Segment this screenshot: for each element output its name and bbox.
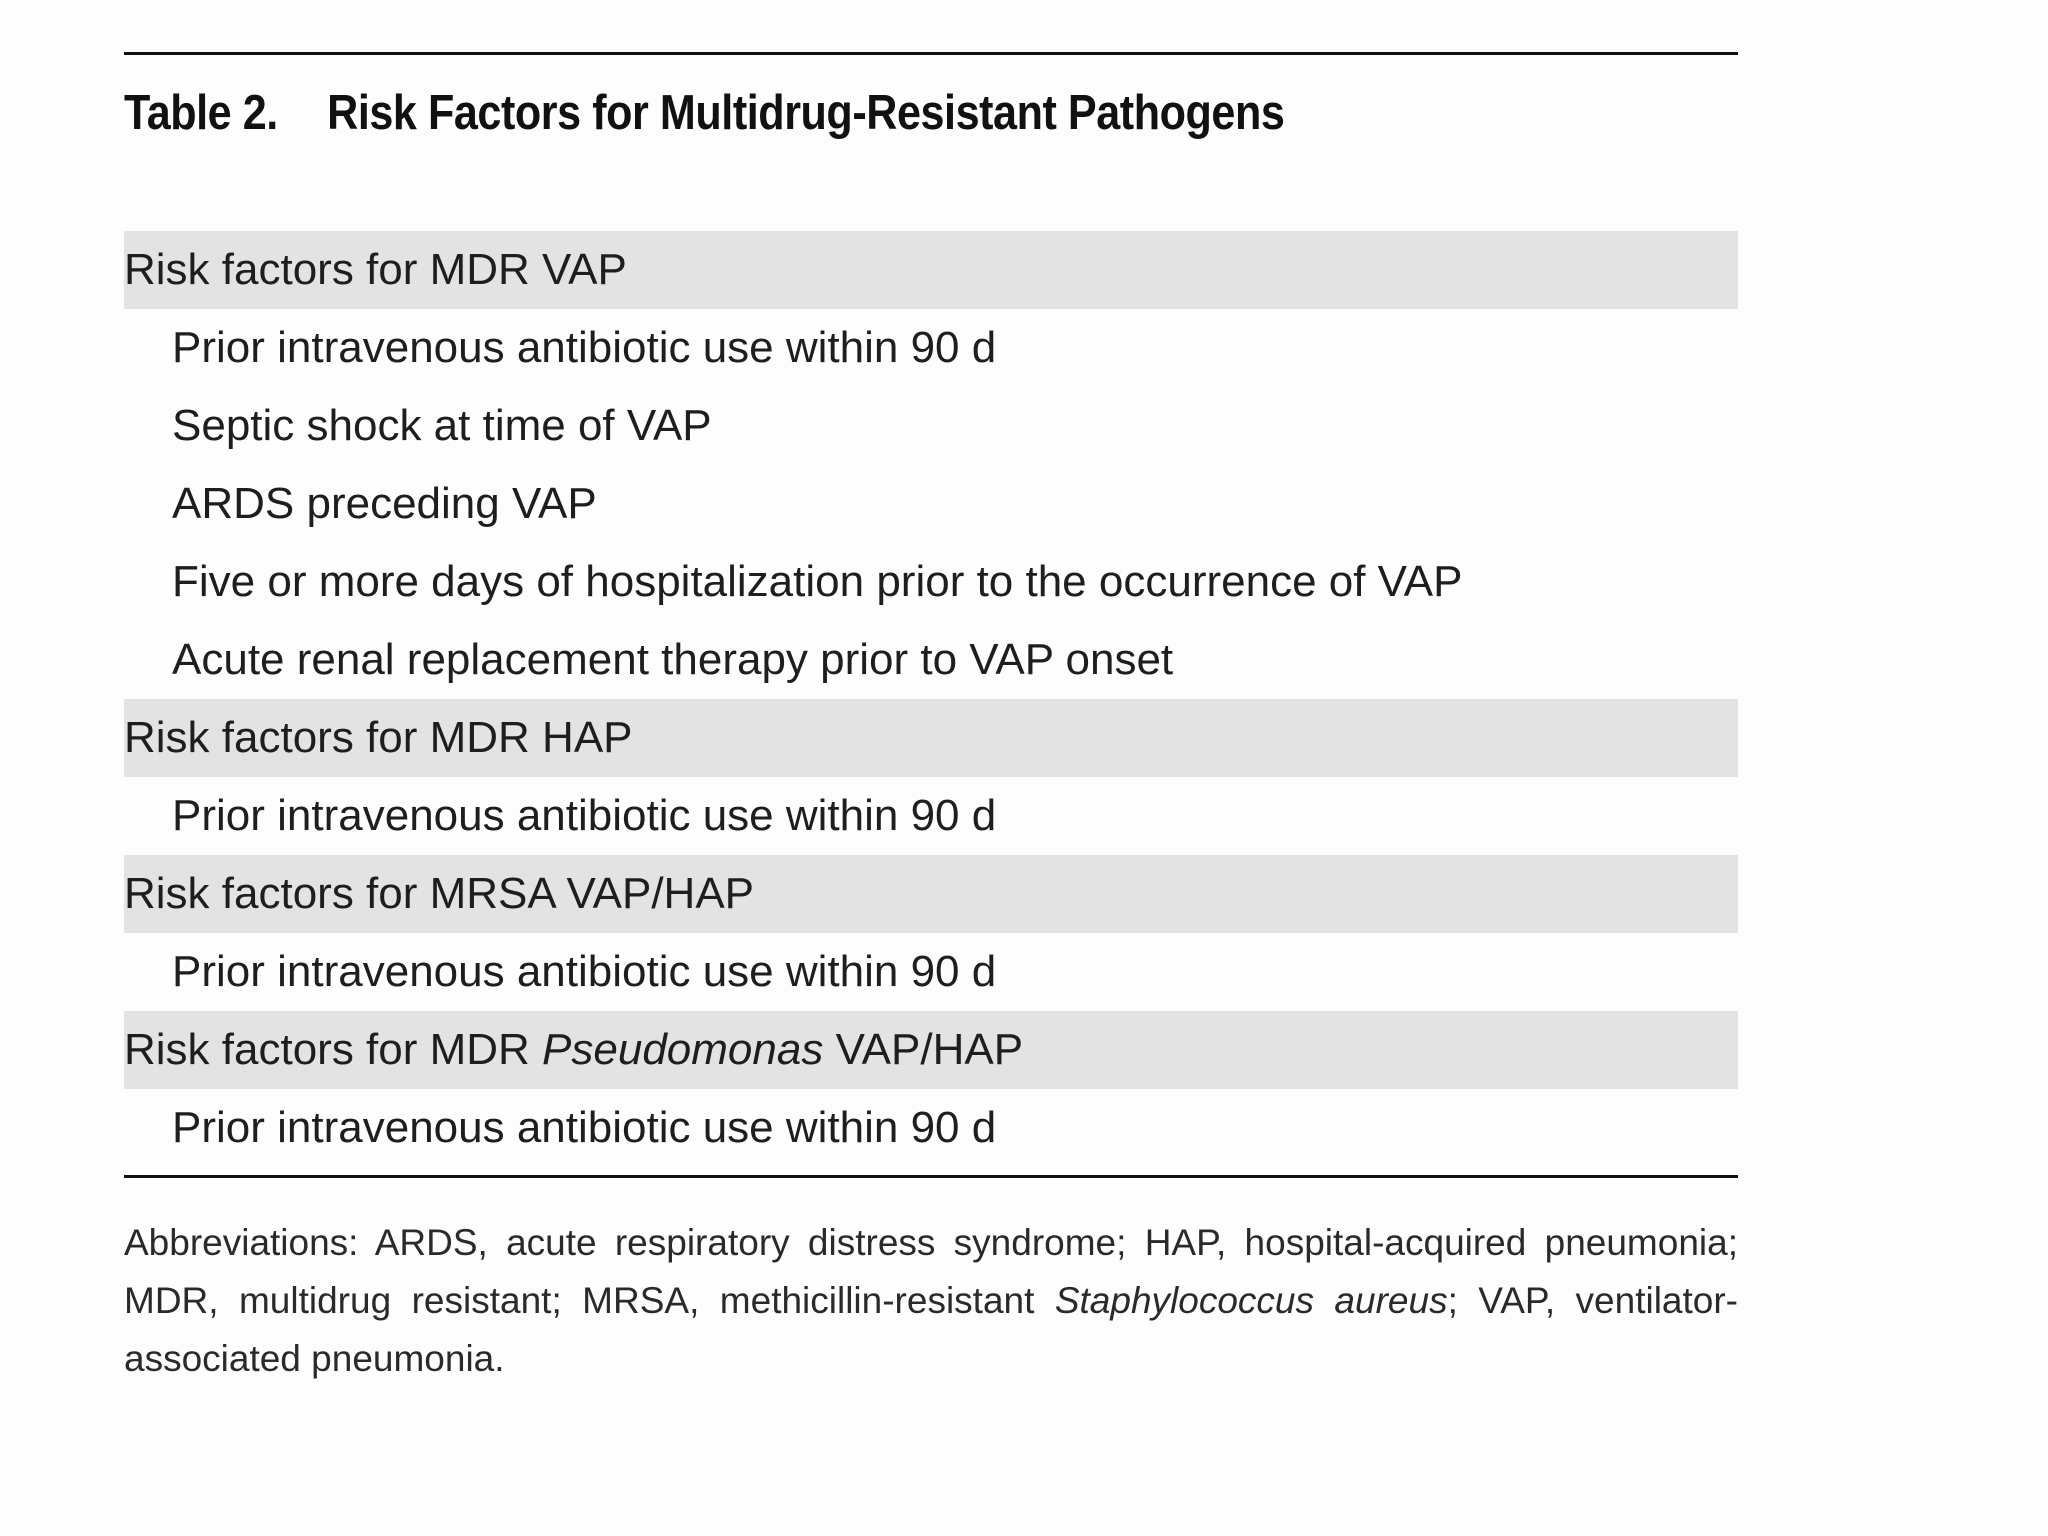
list-item: Acute renal replacement therapy prior to VAP onset xyxy=(172,635,1174,684)
list-item: ARDS preceding VAP xyxy=(172,479,597,528)
list-item: Prior intravenous antibiotic use within 90 d xyxy=(172,1103,997,1152)
table-footnote: Abbreviations: ARDS, acute respiratory distress syndrome; HAP, hospital-acquired pneumonia; MDR, multidrug resistant; MRSA, methicillin-resistant Staphylococcus aureus; VAP, ventilator-associated pneumonia. xyxy=(124,1222,1739,1379)
top-rule xyxy=(124,52,1738,55)
list-item: Prior intravenous antibiotic use within 90 d xyxy=(172,323,997,372)
table-label: Table 2. xyxy=(124,86,278,140)
section-header-mdr-pseudomonas: Risk factors for MDR Pseudomonas VAP/HAP xyxy=(124,1011,1738,1089)
table-title: Risk Factors for Multidrug-Resistant Pathogens xyxy=(327,86,1285,140)
section-header-mrsa-vap-hap: Risk factors for MRSA VAP/HAP xyxy=(124,855,1738,933)
table-caption xyxy=(124,85,1544,145)
list-item: Prior intravenous antibiotic use within 90 d xyxy=(172,791,997,840)
table xyxy=(124,52,1738,1388)
bottom-rule xyxy=(124,1175,1738,1178)
list-item: Prior intravenous antibiotic use within 90 d xyxy=(172,947,997,996)
list-item: Septic shock at time of VAP xyxy=(172,401,712,450)
section-header-mdr-hap: Risk factors for MDR HAP xyxy=(124,699,1738,777)
list-item: Five or more days of hospitalization prior to the occurrence of VAP xyxy=(172,557,1463,606)
table-body xyxy=(124,231,1738,1167)
section-header-mdr-vap: Risk factors for MDR VAP xyxy=(124,231,1738,309)
